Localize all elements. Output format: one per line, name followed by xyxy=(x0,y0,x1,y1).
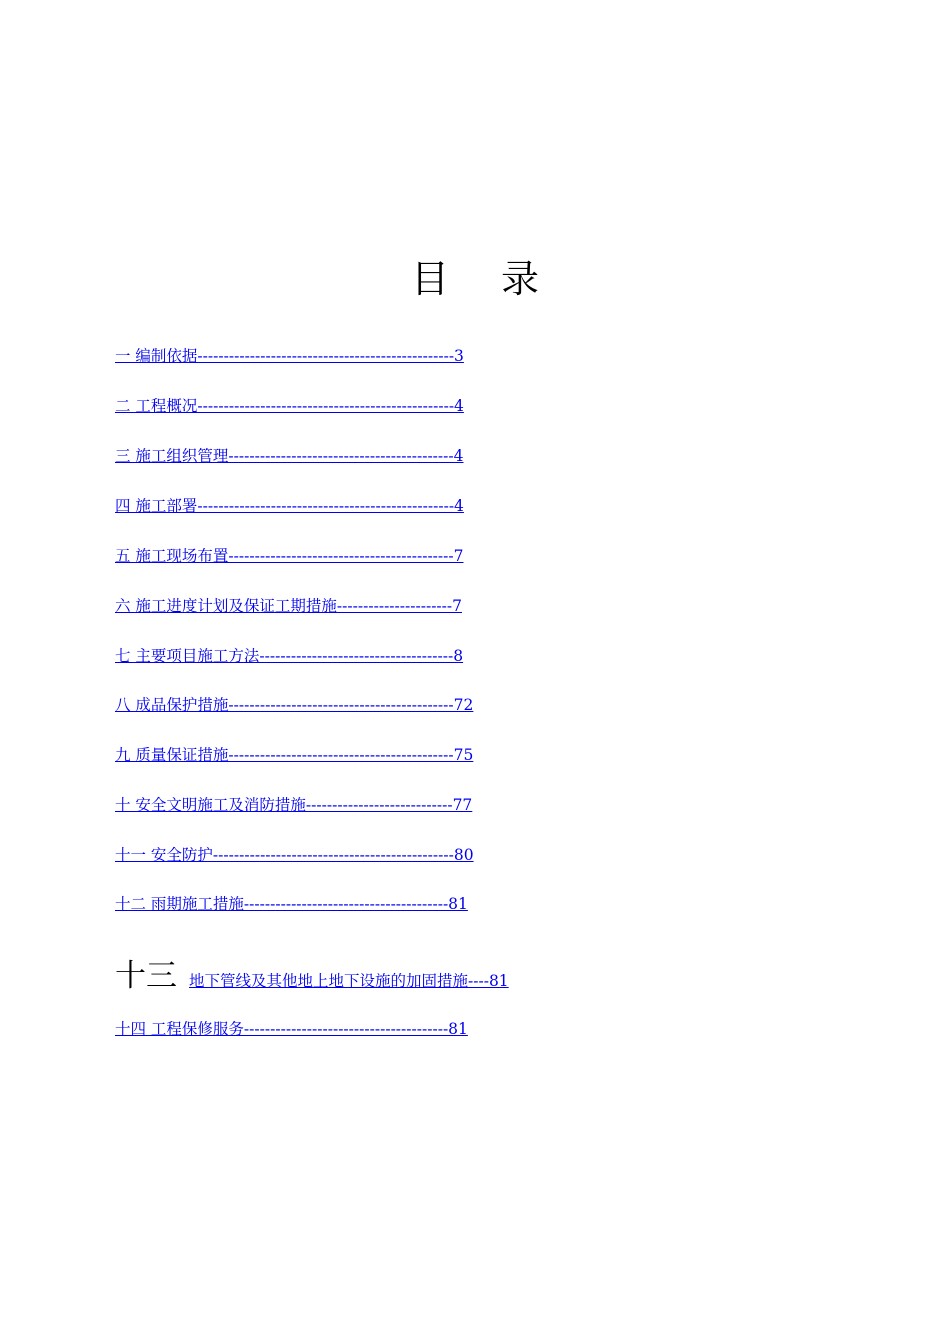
toc-link-3[interactable]: 三 施工组织管理-------------------------------------------4 xyxy=(115,447,464,465)
toc-link-5[interactable]: 五 施工现场布置-------------------------------------------7 xyxy=(115,547,464,565)
page-title xyxy=(0,248,950,303)
toc-link-1[interactable]: 一 编制依据-------------------------------------------------3 xyxy=(115,347,464,365)
toc-link-7[interactable]: 七 主要项目施工方法-------------------------------------8 xyxy=(115,647,464,665)
toc-link-14[interactable]: 十四 工程保修服务---------------------------------------81 xyxy=(115,1020,468,1038)
title-char-1: 目 xyxy=(410,257,449,301)
toc-link-11[interactable]: 十一 安全防护----------------------------------------------80 xyxy=(115,846,474,864)
toc-link-4[interactable]: 四 施工部署-------------------------------------------------4 xyxy=(115,497,464,515)
toc-link-10[interactable]: 十 安全文明施工及消防措施----------------------------77 xyxy=(115,796,473,814)
title-char-2: 录 xyxy=(501,257,540,301)
toc-link-12[interactable]: 十二 雨期施工措施---------------------------------------81 xyxy=(115,895,468,913)
toc-link-6[interactable]: 六 施工进度计划及保证工期措施----------------------7 xyxy=(115,597,463,615)
toc-entry-13 xyxy=(115,950,509,995)
toc-entry-13-number: 十三 xyxy=(115,958,177,994)
toc-link-2[interactable]: 二 工程概况-------------------------------------------------4 xyxy=(115,397,464,415)
toc-link-13[interactable]: 地下管线及其他地上地下设施的加固措施----81 xyxy=(189,972,509,990)
toc-link-8[interactable]: 八 成品保护措施-------------------------------------------72 xyxy=(115,696,474,714)
toc-link-9[interactable]: 九 质量保证措施-------------------------------------------75 xyxy=(115,746,474,764)
